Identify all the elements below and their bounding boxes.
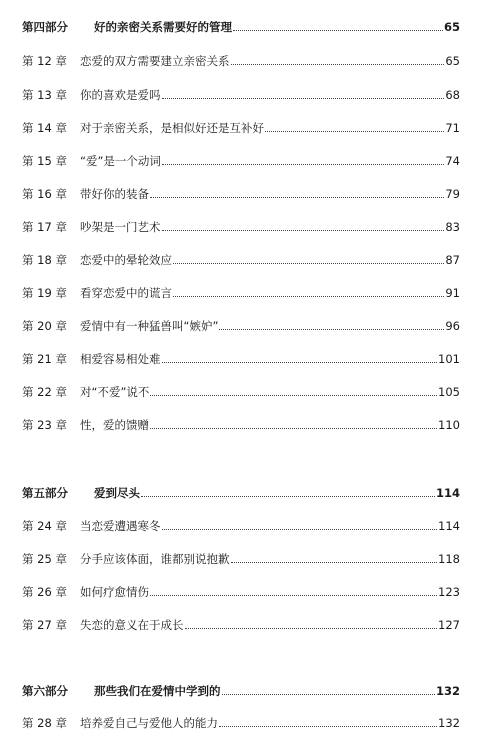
part-number: 第六部分 [22, 684, 68, 698]
chapter-number: 第 27 章 [22, 618, 67, 632]
dot-leader [150, 395, 437, 396]
page-number: 65 [445, 54, 460, 68]
page-number: 91 [445, 286, 460, 300]
toc-chapter-entry[interactable] [22, 251, 460, 269]
part-title: 爱到尽头 [94, 486, 140, 500]
chapter-number: 第 16 章 [22, 187, 67, 201]
dot-leader [150, 197, 444, 198]
chapter-number: 第 26 章 [22, 585, 67, 599]
page-number: 114 [435, 486, 460, 500]
chapter-title: 培养爱自己与爱他人的能力 [80, 716, 218, 730]
chapter-title: 爱情中有一种猛兽叫“嫉妒” [80, 319, 219, 333]
toc-part-entry[interactable] [22, 682, 460, 700]
dot-leader [162, 230, 445, 231]
toc-chapter-entry[interactable] [22, 616, 460, 634]
page-number: 71 [445, 121, 460, 135]
chapter-number: 第 21 章 [22, 352, 67, 366]
chapter-title: 对于亲密关系，是相似好还是互补好 [80, 121, 264, 135]
page-number: 114 [438, 519, 460, 533]
page-number: 105 [438, 385, 460, 399]
toc-chapter-entry[interactable] [22, 317, 460, 335]
chapter-title: 失恋的意义在于成长 [80, 618, 184, 632]
chapter-number: 第 19 章 [22, 286, 67, 300]
dot-leader [233, 30, 443, 31]
chapter-title: 分手应该体面，谁都别说抱歉 [80, 552, 230, 566]
chapter-number: 第 22 章 [22, 385, 67, 399]
part-number: 第四部分 [22, 20, 68, 34]
page-number: 83 [445, 220, 460, 234]
dot-leader [150, 428, 437, 429]
chapter-title: 恋爱中的晕轮效应 [80, 253, 172, 267]
part-title: 那些我们在爱情中学到的 [94, 684, 221, 698]
page-number: 132 [435, 684, 460, 698]
chapter-title: 你的喜欢是爱吗 [80, 88, 161, 102]
toc-chapter-entry[interactable] [22, 52, 460, 70]
toc-chapter-entry[interactable] [22, 218, 460, 236]
toc-chapter-entry[interactable] [22, 185, 460, 203]
chapter-title: 带好你的装备 [80, 187, 149, 201]
chapter-title: 恋爱的双方需要建立亲密关系 [80, 54, 230, 68]
toc-chapter-entry[interactable] [22, 119, 460, 137]
toc-chapter-entry[interactable] [22, 714, 460, 732]
dot-leader [173, 263, 444, 264]
chapter-number: 第 17 章 [22, 220, 67, 234]
dot-leader [265, 131, 444, 132]
chapter-title: 对“不爱”说不 [80, 385, 150, 399]
page-number: 110 [438, 418, 460, 432]
chapter-number: 第 23 章 [22, 418, 67, 432]
page-number: 101 [438, 352, 460, 366]
part-number: 第五部分 [22, 486, 68, 500]
page-number: 132 [438, 716, 460, 730]
toc-chapter-entry[interactable] [22, 284, 460, 302]
part-title: 好的亲密关系需要好的管理 [94, 20, 232, 34]
toc-chapter-entry[interactable] [22, 416, 460, 434]
chapter-number: 第 13 章 [22, 88, 67, 102]
dot-leader [231, 64, 445, 65]
toc-part-entry[interactable] [22, 484, 460, 502]
chapter-number: 第 24 章 [22, 519, 67, 533]
chapter-title: 看穿恋爱中的谎言 [80, 286, 172, 300]
page-number: 87 [445, 253, 460, 267]
chapter-number: 第 15 章 [22, 154, 67, 168]
dot-leader [162, 98, 445, 99]
page-number: 68 [445, 88, 460, 102]
chapter-title: “爱”是一个动词 [80, 154, 161, 168]
dot-leader [231, 562, 438, 563]
page-number: 79 [445, 187, 460, 201]
toc-chapter-entry[interactable] [22, 383, 460, 401]
page-number: 74 [445, 154, 460, 168]
chapter-number: 第 12 章 [22, 54, 67, 68]
chapter-number: 第 20 章 [22, 319, 67, 333]
dot-leader [162, 529, 438, 530]
chapter-title: 相爱容易相处难 [80, 352, 161, 366]
dot-leader [219, 726, 437, 727]
page-number: 65 [443, 20, 460, 34]
dot-leader [173, 296, 444, 297]
page-number: 123 [438, 585, 460, 599]
dot-leader [222, 694, 435, 695]
chapter-number: 第 25 章 [22, 552, 67, 566]
chapter-title: 性，爱的馈赠 [80, 418, 149, 432]
page-number: 118 [438, 552, 460, 566]
page-number: 127 [438, 618, 460, 632]
toc-chapter-entry[interactable] [22, 350, 460, 368]
chapter-number: 第 28 章 [22, 716, 67, 730]
dot-leader [219, 329, 444, 330]
toc-chapter-entry[interactable] [22, 550, 460, 568]
toc-chapter-entry[interactable] [22, 517, 460, 535]
dot-leader [150, 595, 437, 596]
chapter-number: 第 14 章 [22, 121, 67, 135]
toc-chapter-entry[interactable] [22, 86, 460, 104]
chapter-title: 吵架是一门艺术 [80, 220, 161, 234]
chapter-title: 当恋爱遭遇寒冬 [80, 519, 161, 533]
toc-chapter-entry[interactable] [22, 152, 460, 170]
toc-part-entry[interactable] [22, 18, 460, 36]
dot-leader [162, 362, 438, 363]
dot-leader [185, 628, 438, 629]
chapter-title: 如何疗愈情伤 [80, 585, 149, 599]
dot-leader [141, 496, 435, 497]
dot-leader [162, 164, 444, 165]
toc-chapter-entry[interactable] [22, 583, 460, 601]
chapter-number: 第 18 章 [22, 253, 67, 267]
page-number: 96 [445, 319, 460, 333]
